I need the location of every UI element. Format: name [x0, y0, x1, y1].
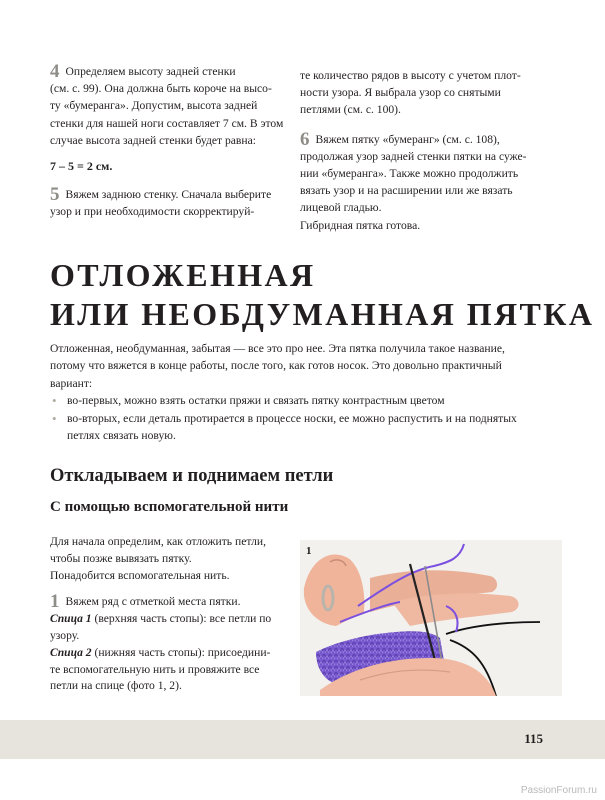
photo-number: 1 — [306, 545, 312, 557]
step-number: 5 — [50, 184, 60, 206]
top-right-column — [300, 67, 562, 234]
text-line: продолжая узор задней стенки пятки на суже- — [300, 149, 527, 163]
intro-section — [50, 340, 560, 444]
text-line: Для начала определим, как отложить петли, — [50, 535, 267, 548]
step-number: 6 — [300, 128, 310, 150]
text-line: петли на спице (фото 1, 2). — [50, 679, 182, 693]
text-line: те вспомогательную нить и провяжите все — [50, 662, 260, 676]
step-4: 4 Определяем высоту задней стенки — [50, 61, 236, 82]
footer-band — [0, 720, 605, 759]
watermark: PassionForum.ru — [520, 785, 597, 796]
text-line: лицевой гладью. — [300, 201, 382, 215]
step-1-column — [50, 534, 290, 695]
text-line: ности узора. Я выбрала узор со снятыми — [300, 86, 501, 100]
spica-1-line: Спица 1 (верхняя часть стопы): все петли по — [50, 612, 272, 626]
intro-line: потому что вяжется в конце работы, после того, как готов носок. Это довольно практичный — [50, 359, 502, 373]
intro-line: вариант: — [50, 376, 93, 390]
text-line: Понадобится вспомогательная нить. — [50, 568, 230, 582]
step-5: 5 Вяжем заднюю стенку. Сначала выберите — [50, 184, 272, 206]
bullet-icon: • — [52, 393, 57, 409]
step-1: 1 Вяжем ряд с отметкой места пятки. — [50, 591, 241, 613]
formula: 7 – 5 = 2 см. — [50, 159, 113, 174]
text-line: те количество рядов в высоту с учетом плот- — [300, 69, 521, 82]
knitting-photo-illustration — [300, 540, 562, 696]
text-line: узор и при необходимости скорректируй- — [50, 205, 255, 219]
page-number: 115 — [524, 731, 543, 746]
text-line: узору. — [50, 628, 80, 642]
text-line: чтобы позже вывязать пятку. — [50, 551, 192, 565]
text-line: Гибридная пятка готова. — [300, 218, 421, 232]
text-line: нии «бумеранга». Также можно продолжить — [300, 167, 519, 181]
subsection-heading: Откладываем и поднимаем петли — [50, 466, 334, 486]
sub-subsection-heading: С помощью вспомогательной нити — [50, 499, 289, 515]
bullet-list — [50, 392, 560, 444]
text-line: петлями (см. с. 100). — [300, 103, 401, 117]
intro-line: Отложенная, необдуманная, забытая — все это про нее. Эта пятка получила такое название, — [50, 342, 505, 355]
bullet-icon: • — [52, 410, 57, 426]
knitting-photo — [300, 540, 562, 696]
spica-2-line: Спица 2 (нижняя часть стопы): присоедини- — [50, 645, 271, 659]
step-number: 1 — [50, 591, 60, 613]
text-line: (см. с. 99). Она должна быть короче на высо- — [50, 82, 272, 96]
text-line: случае высота задней стенки будет равна: — [50, 133, 256, 147]
text-line: стенки для нашей ноги составляет 7 см. В этом — [50, 116, 284, 130]
text-line: вязать узор и на расширении или же вязать — [300, 184, 513, 198]
list-item: • во-вторых, если деталь протирается в процессе носки, ее можно распустить и на поднятых петлях связать новую. — [52, 410, 517, 443]
step-6: 6 Вяжем пятку «бумеранг» (см. с. 108), — [300, 128, 500, 150]
step-number: 4 — [50, 61, 60, 82]
section-title: ОТЛОЖЕННАЯ ИЛИ НЕОБДУМАННАЯ ПЯТКА — [50, 257, 595, 332]
top-left-column — [50, 63, 290, 221]
text-line: ту «бумеранга». Допустим, высота задней — [50, 99, 258, 113]
list-item: • во-первых, можно взять остатки пряжи и связать пятку контрастным цветом — [52, 393, 445, 409]
